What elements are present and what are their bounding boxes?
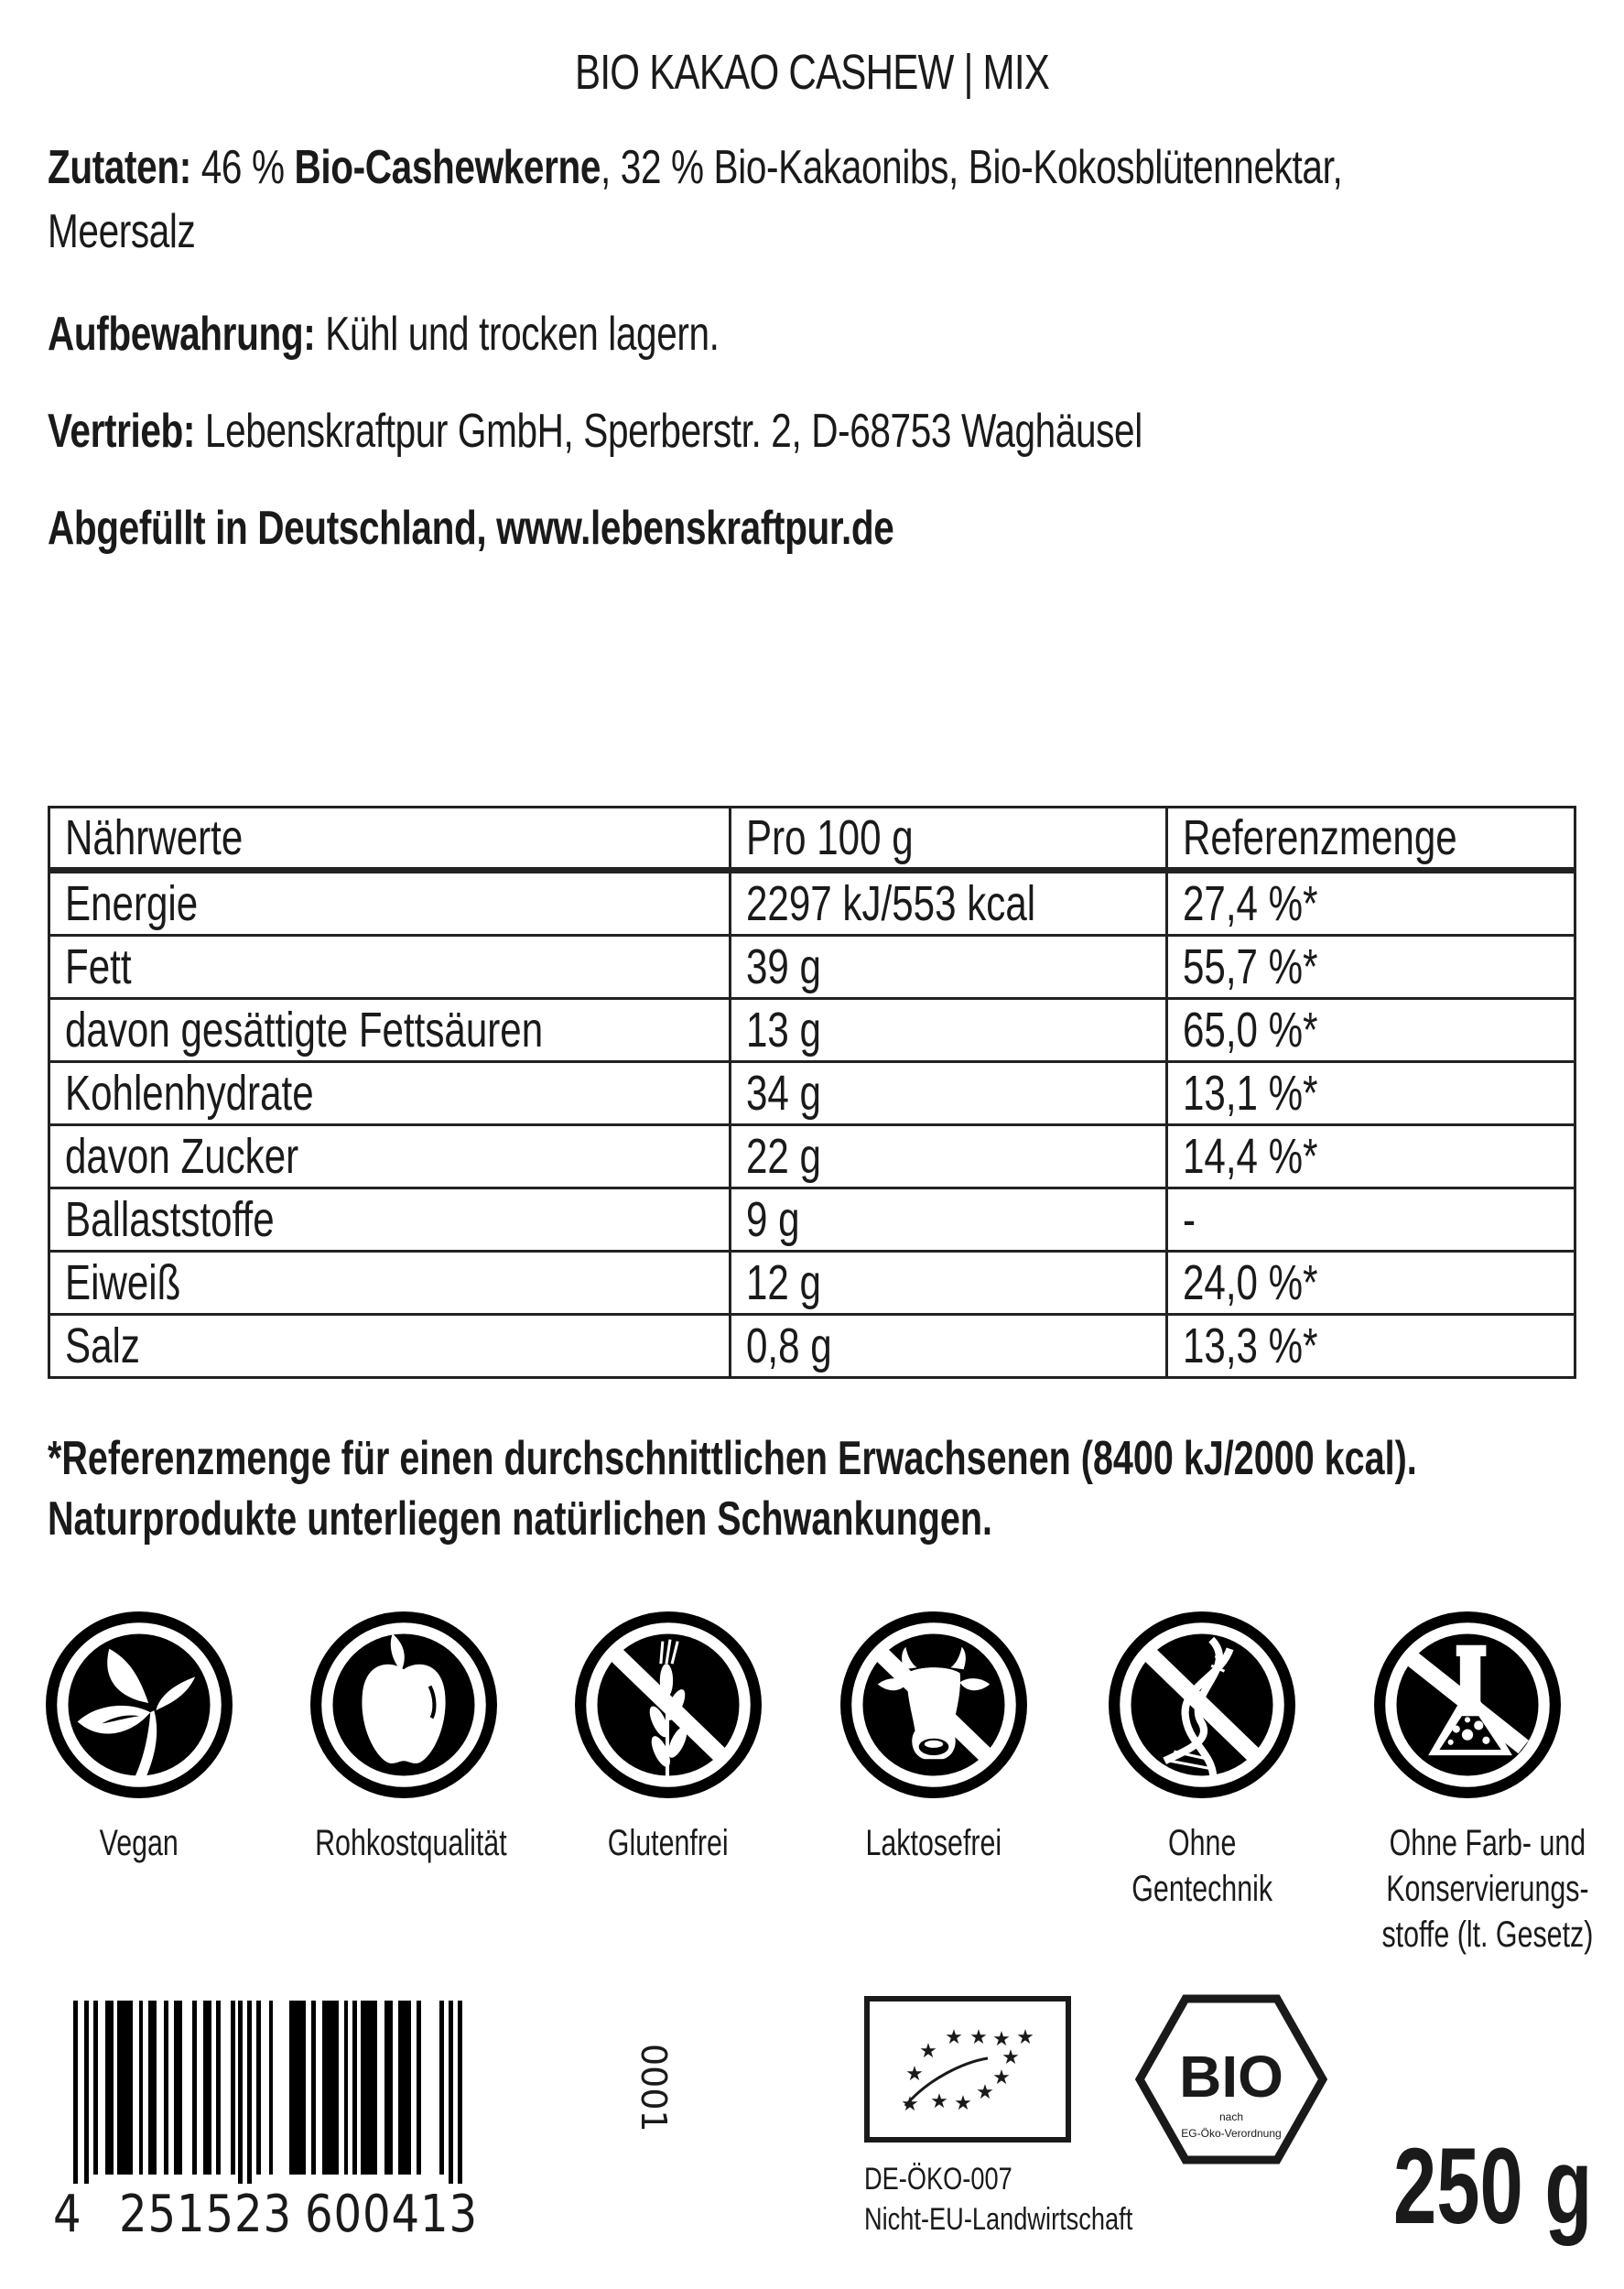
storage-text: Aufbewahrung: Kühl und trocken lagern. (48, 308, 720, 361)
nutrient-amount: 34 g (730, 1062, 1166, 1125)
distribution-label: Vertrieb: (48, 405, 196, 458)
nutrient-name: Kohlenhydrate (49, 1062, 731, 1125)
badge-label: Glutenfrei (608, 1823, 729, 1863)
nutrient-reference: 13,1 %* (1166, 1062, 1575, 1125)
svg-text:★: ★ (1016, 2026, 1034, 2049)
product-title: BIO KAKAO CASHEW | MIX (574, 45, 1050, 100)
reference-footnote: *Referenzmenge für einen durchschnittlichen Erwachsenen (8400 kJ/2000 kcal). Naturprodukte unterliegen natürlichen Schwankungen. (48, 1432, 1417, 1546)
nutrient-reference: 14,4 %* (1166, 1125, 1575, 1188)
raw-apple-icon (310, 1611, 497, 1798)
svg-text:★: ★ (905, 2063, 924, 2086)
svg-text:nach: nach (1218, 2110, 1244, 2123)
badge-label: Ohne Farb- und Konservierungs- stoffe (lt. Gesetz) (1381, 1823, 1594, 1955)
badge-lactose-free (815, 1611, 1053, 1866)
net-weight: 250 g (1393, 2126, 1593, 2247)
svg-text:★: ★ (976, 2081, 994, 2104)
nutrient-reference: 27,4 %* (1166, 871, 1575, 936)
nutrient-name: davon Zucker (49, 1125, 731, 1188)
nutrient-name: Ballaststoffe (49, 1188, 731, 1252)
barcode-addon-code: 0001 (633, 2044, 674, 2132)
badge-label: Laktosefrei (865, 1823, 1002, 1863)
storage-label: Aufbewahrung: (48, 308, 316, 361)
nutrition-table (48, 806, 1576, 1379)
nutrient-amount: 22 g (730, 1125, 1166, 1188)
svg-text:★: ★ (992, 2067, 1011, 2089)
eu-organic-leaf-logo (864, 1996, 1071, 2143)
nutrient-name: Fett (49, 936, 731, 999)
svg-text:★: ★ (992, 2028, 1011, 2051)
ean-barcode (73, 2001, 696, 2184)
nutrient-reference: 13,3 %* (1166, 1315, 1575, 1378)
no-additives-flask-icon (1374, 1611, 1561, 1798)
svg-text:BIO: BIO (1179, 2044, 1283, 2110)
svg-text:★: ★ (1001, 2046, 1020, 2069)
svg-text:★: ★ (954, 2092, 972, 2115)
nutrient-amount: 0,8 g (730, 1315, 1166, 1378)
nutrient-name: Energie (49, 871, 731, 936)
no-gluten-wheat-icon (575, 1611, 762, 1798)
barcode-right-digits: 600413 (305, 2185, 479, 2244)
nutrient-name: Salz (49, 1315, 731, 1378)
nutrient-amount: 9 g (730, 1188, 1166, 1252)
header-cell: Pro 100 g (730, 808, 1166, 871)
organic-control-code: DE-ÖKO-007 Nicht-EU-Landwirtschaft (864, 2162, 1133, 2237)
badge-gluten-free (549, 1611, 787, 1866)
badge-label: Vegan (99, 1823, 179, 1863)
table-row (49, 1125, 1575, 1188)
table-row (49, 1252, 1575, 1315)
svg-text:EG-Öko-Verordnung: EG-Öko-Verordnung (1181, 2127, 1282, 2140)
nutrient-reference: 24,0 %* (1166, 1252, 1575, 1315)
no-lactose-cow-icon (840, 1611, 1027, 1798)
nutrient-reference: 55,7 %* (1166, 936, 1575, 999)
table-header-row (49, 808, 1575, 871)
svg-text:★: ★ (945, 2026, 963, 2049)
nutrient-amount: 39 g (730, 936, 1166, 999)
no-gmo-dna-icon (1109, 1611, 1295, 1798)
table-row (49, 1188, 1575, 1252)
nutrient-amount: 13 g (730, 999, 1166, 1062)
nutrient-name: davon gesättigte Fettsäuren (49, 999, 731, 1062)
nutrient-name: Eiweiß (49, 1252, 731, 1315)
bio-hexagon-seal (1135, 1994, 1327, 2164)
barcode-first-digit: 4 (53, 2185, 81, 2244)
table-row (49, 1062, 1575, 1125)
barcode-left-digits: 251523 (119, 2185, 293, 2244)
distribution-text: Vertrieb: Lebenskraftpur GmbH, Sperberstr. 2, D-68753 Waghäusel (48, 405, 1142, 458)
badge-vegan (20, 1611, 258, 1866)
nutrient-amount: 2297 kJ/553 kcal (730, 871, 1166, 936)
badge-no-gmo (1083, 1611, 1321, 1912)
table-row (49, 936, 1575, 999)
badge-no-additives (1348, 1611, 1594, 1958)
header-cell: Nährwerte (49, 808, 731, 871)
table-row (49, 871, 1575, 936)
nutrient-reference: 65,0 %* (1166, 999, 1575, 1062)
badge-label: Rohkostqualität (315, 1823, 507, 1863)
svg-text:★: ★ (969, 2026, 988, 2049)
ingredients-text: Zutaten: 46 % Bio-Cashewkerne, 32 % Bio-Kakaonibs, Bio-Kokosblütennektar, Meersalz (48, 141, 1343, 258)
badge-raw-quality (285, 1611, 523, 1866)
svg-text:★: ★ (919, 2040, 937, 2063)
ingredients-label: Zutaten: (48, 141, 191, 194)
svg-text:★: ★ (930, 2090, 948, 2113)
table-row (49, 999, 1575, 1062)
nutrient-amount: 12 g (730, 1252, 1166, 1315)
filled-in-text: Abgefüllt in Deutschland, www.lebenskraftpur.de (48, 502, 894, 555)
badge-label: Ohne Gentechnik (1131, 1823, 1272, 1909)
header-cell: Referenzmenge (1166, 808, 1575, 871)
vegan-leaf-icon (46, 1611, 233, 1798)
table-row (49, 1315, 1575, 1378)
nutrient-reference: - (1166, 1188, 1575, 1252)
svg-text:★: ★ (901, 2093, 919, 2116)
